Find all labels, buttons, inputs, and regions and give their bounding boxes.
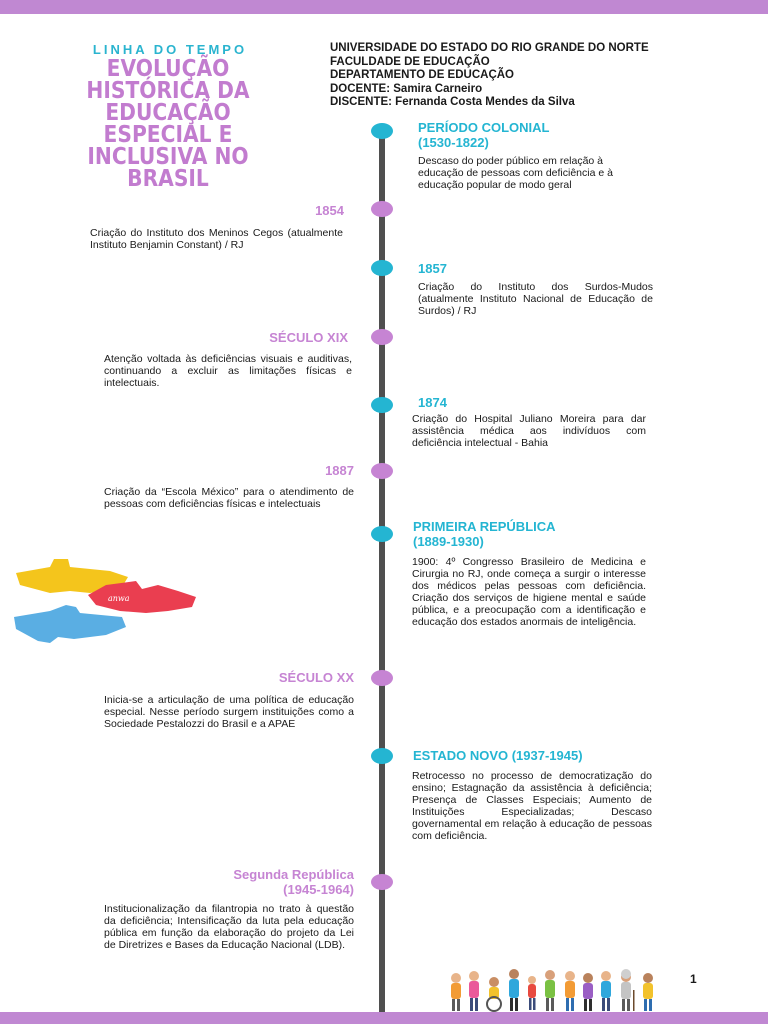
people-illustration: [448, 966, 662, 1012]
timeline-date: ESTADO NOVO (1937-1945): [413, 748, 583, 763]
student-name: DISCENTE: Fernanda Costa Mendes da Silva: [330, 96, 575, 108]
faculty-name: FACULDADE DE EDUCAÇÃO: [330, 55, 490, 68]
timeline-dot-seculo-xix: [371, 329, 393, 345]
timeline-dot-colonial: [371, 123, 393, 139]
timeline-kicker: LINHA DO TEMPO: [92, 42, 248, 57]
puzzle-word: anwa: [108, 594, 130, 603]
institution-header: [330, 42, 649, 110]
timeline-dot-1874: [371, 397, 393, 413]
timeline-description: Atenção voltada às deficiências visuais e auditivas, continuando a excluir as limitações físicas e intelectuais.: [104, 353, 352, 389]
timeline-dot-1887: [371, 463, 393, 479]
person-figure: [545, 970, 555, 1011]
timeline-description: Descaso do poder público em relação à educação de pessoas com deficiência e à educação popular de modo geral: [418, 155, 613, 191]
department-name: DEPARTAMENTO DE EDUCAÇÃO: [330, 69, 515, 81]
timeline-dot-1854: [371, 201, 393, 217]
timeline-dot-1857: [371, 260, 393, 276]
timeline-description: Criação do Instituto dos Surdos-Mudos (atualmente Instituto Nacional de Educação de Surdos) / RJ: [418, 281, 653, 317]
person-figure: [565, 971, 575, 1011]
elderly-person-figure: [621, 969, 635, 1011]
timeline-description: 1900: 4º Congresso Brasileiro de Medicina e Cirurgia no RJ, onde começa a surgir o interesse dos médicos pelas pessoas com deficiência. Criação dos serviços de higiene mental e saúde pública, e a preocupação com a identificação e educação dos estados anormais de inteligência.: [412, 556, 646, 628]
timeline-description: Criação da “Escola México” para o atendimento de pessoas com deficiências físicas e intelectuais: [104, 486, 354, 510]
person-figure: [509, 969, 519, 1011]
timeline-dot-primeira-republica: [371, 526, 393, 542]
timeline-date: SÉCULO XIX: [269, 330, 348, 345]
teacher-name: DOCENTE: Samira Carneiro: [330, 82, 483, 95]
timeline-date: 1887: [325, 463, 354, 478]
timeline-date: 1854: [315, 203, 344, 218]
university-name: UNIVERSIDADE DO ESTADO DO RIO GRANDE DO NORTE: [330, 42, 649, 54]
timeline-dot-segunda-republica: [371, 874, 393, 890]
page-title: EVOLUÇÃO HISTÓRICA DA EDUCAÇÃO ESPECIAL E INCLUSIVA NO BRASIL: [86, 56, 250, 192]
blue-puzzle-piece: [14, 605, 126, 643]
person-figure: [643, 973, 653, 1011]
timeline-date: PRIMEIRA REPÚBLICA (1889-1930): [413, 519, 556, 549]
timeline-date: SÉCULO XX: [278, 670, 354, 685]
person-figure: [601, 971, 611, 1011]
timeline-dot-estado-novo: [371, 748, 393, 764]
timeline-date: 1874: [418, 395, 447, 410]
person-figure: [469, 971, 479, 1011]
puzzle-pieces-illustration: [10, 555, 200, 647]
timeline-date: Segunda República (1945-1964): [233, 867, 354, 897]
timeline-description: Criação do Hospital Juliano Moreira para dar assistência médica aos indivíduos com deficiência intelectual - Bahia: [412, 413, 646, 449]
timeline-date: PERÍODO COLONIAL (1530-1822): [418, 120, 550, 150]
timeline-description: Criação do Instituto dos Meninos Cegos (atualmente Instituto Benjamin Constant) / RJ: [90, 227, 343, 251]
page-number: 1: [690, 972, 697, 986]
timeline-dot-seculo-xx: [371, 670, 393, 686]
person-figure: [451, 973, 461, 1011]
bottom-band: [0, 1012, 768, 1024]
timeline-description: Institucionalização da filantropia no trato à questão da deficiência; Intensificação da luta pela educação pública em função da elaboração do projeto da Lei de Diretrizes e Bases da Educação Nacional (LDB).: [104, 903, 354, 951]
top-band: [0, 0, 768, 14]
person-figure: [583, 973, 593, 1011]
timeline-description: Inicia-se a articulação de uma política de educação especial. Nesse período surgem instituições como a Sociedade Pestalozzi do Brasil e a APAE: [104, 694, 354, 730]
wheelchair-user-figure: [487, 977, 501, 1011]
timeline-description: Retrocesso no processo de democratização do ensino; Estagnação da assistência à deficiência; Presença de Classes Especiais; Aumento de Instituições Especializadas; Descaso governamental em relação à educação de pessoas com deficiência.: [412, 770, 652, 842]
person-figure: [528, 976, 536, 1010]
timeline-date: 1857: [418, 261, 447, 276]
